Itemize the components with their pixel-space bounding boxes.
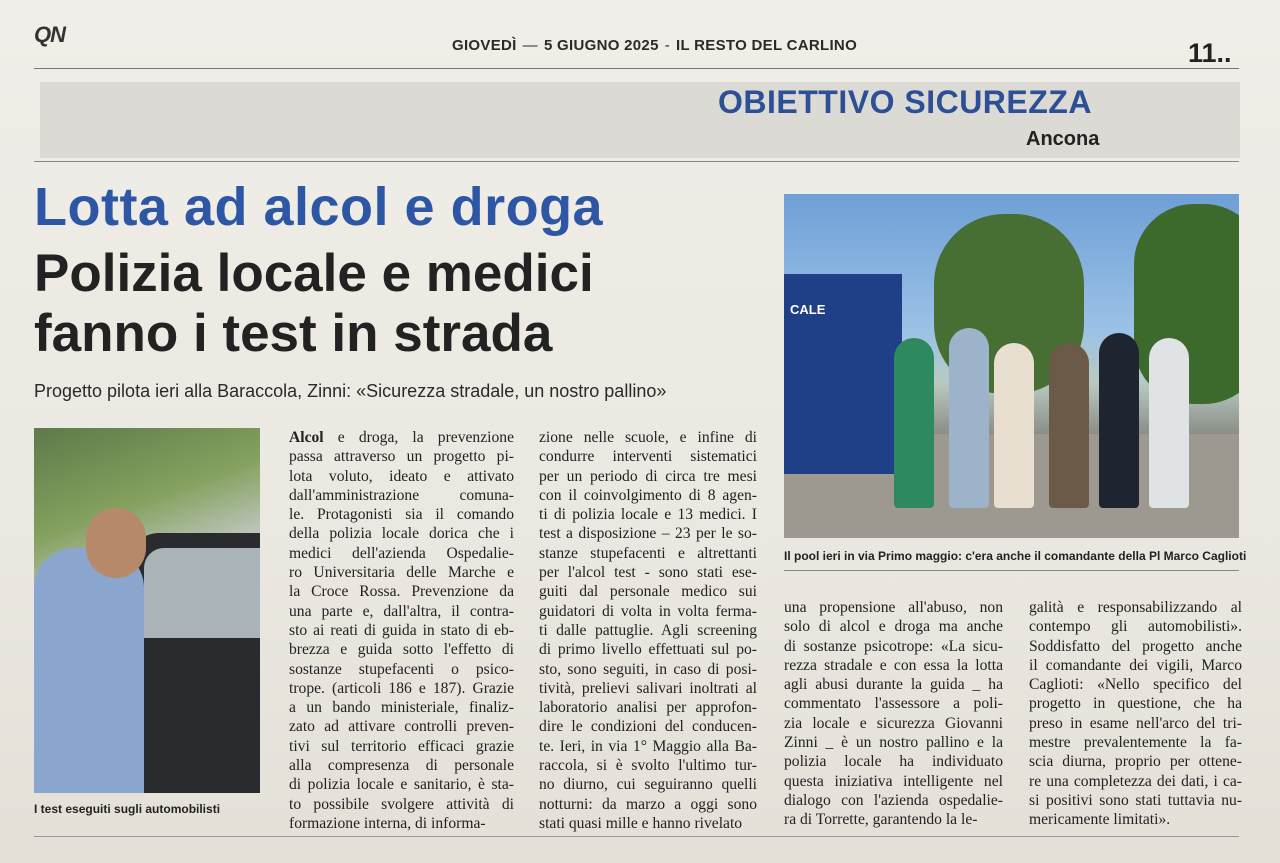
photo-figure: [1099, 333, 1139, 508]
article-column-3: [784, 598, 1003, 830]
text-line: Caglioti: «Nello specifico del: [1029, 676, 1242, 694]
text-line: tività, prelievi salivari inoltrati al: [539, 679, 757, 697]
article-title-line: fanno i test in strada: [34, 304, 553, 363]
text-line: galità e responsabilizzando al: [1029, 599, 1242, 616]
text-line: to possibile svolgere attività di: [289, 795, 514, 813]
text-line: le. Protagonisti sia il comando: [289, 506, 514, 524]
dateline-separator: -: [664, 37, 671, 54]
text-line: test a disposizione – 23 per le so-: [539, 525, 757, 543]
photo-caption: Il pool ieri in via Primo maggio: c'era anche il comandante della Pl Marco Caglioti: [784, 549, 1247, 563]
text-line: sto, sono seguiti, in caso di posi-: [539, 660, 757, 678]
page-number: 11..: [1188, 38, 1232, 68]
photo-figure: [949, 328, 989, 508]
article-column-4: [1029, 598, 1242, 830]
lead-word: Alcol: [289, 429, 324, 446]
text-line: di polizia locale e sanitario, è sta-: [289, 776, 514, 794]
photo-tent-label: CALE: [790, 302, 826, 317]
text-line: dall'amministrazione comuna-: [289, 486, 514, 504]
text-line: dire le condizioni del conducen-: [539, 718, 757, 736]
weekday: GIOVEDÌ: [452, 37, 517, 54]
text-line: tivi sul territorio efficaci grazie: [289, 737, 514, 755]
text-line: una parte e, dall'altra, il contra-: [289, 602, 514, 620]
text-line: zato ad attivare controlli preven-: [289, 718, 514, 736]
text-line: si positivi sono stati tuttavia nu-: [1029, 791, 1242, 809]
caption-divider: [784, 570, 1239, 571]
text-line: una propensione all'abuso, non: [784, 599, 1003, 616]
section-city: Ancona: [1026, 128, 1100, 150]
article-column-1: [289, 428, 514, 833]
photo-figure: [894, 338, 934, 508]
text-line: Zinni _ è un nostro pallino e la: [784, 734, 1003, 752]
text-line: rezza stradale e con essa la lotta: [784, 656, 1003, 674]
date: 5 GIUGNO 2025: [543, 37, 659, 54]
text-line: di primo livello effettuati sul po-: [539, 641, 757, 659]
text-line: mericamente limitati».: [1029, 811, 1171, 829]
article-summary: Progetto pilota ieri alla Baraccola, Zinni: «Sicurezza stradale, un nostro pallino»: [34, 381, 667, 401]
text-line: formazione interna, di informa-: [289, 814, 486, 832]
header-divider: [34, 68, 1239, 69]
photo-person-head: [86, 508, 146, 578]
newspaper-logo: QN: [34, 22, 65, 47]
text-line: sto ai reati di guida in stato di eb-: [289, 621, 514, 639]
text-line: commentato l'assessore a poli-: [784, 695, 1003, 713]
text-line: zione nelle scuole, e infine di: [539, 429, 757, 446]
text-line: trope. (articoli 186 e 187). Grazie: [289, 679, 514, 697]
text-line: zia locale e sicurezza Giovanni: [784, 714, 1003, 732]
text-line: per un periodo di circa tre mesi: [539, 467, 757, 485]
text-line: Soddisfatto del progetto anche: [1029, 637, 1242, 655]
text-line: ro Universitaria delle Marche e: [289, 564, 514, 582]
photo-figure: [994, 343, 1034, 508]
text-line: polizia locale ha individuato: [784, 753, 1003, 771]
text-line: raccola, si è svolto l'ultimo tur-: [539, 757, 757, 775]
text-line: laboratorio analisi per approfon-: [539, 699, 757, 717]
text-line: medici dell'azienda Ospedalie-: [289, 544, 514, 562]
photo-figure: [1049, 343, 1089, 508]
footer-divider: [34, 836, 1239, 837]
text-line: a un bando ministeriale, finaliz-: [289, 699, 514, 717]
text-line: condurre interventi sistematici: [539, 448, 757, 466]
text-line: la Croce Rossa. Prevenzione da: [289, 583, 514, 601]
photo-person: [34, 548, 144, 793]
article-title-line: Polizia locale e medici: [34, 244, 594, 303]
article-title: [34, 244, 734, 364]
text-line: re una completezza dei dati, i ca-: [1029, 772, 1242, 790]
text-line: progetto in questione, che ha: [1029, 695, 1242, 713]
article-kicker: Lotta ad alcol e droga: [34, 177, 604, 237]
text-line: ra di Torrette, garantendo la le-: [784, 811, 978, 829]
text-line: passa attraverso un progetto pi-: [289, 448, 514, 466]
text-line: di sostanze psicotrope: «La sicu-: [784, 637, 1003, 655]
text-line: scia diurna, proprio per ottene-: [1029, 753, 1242, 771]
article-column-2: [539, 428, 757, 833]
newspaper-name: IL RESTO DEL CARLINO: [676, 37, 858, 54]
text-line: guiti dal personale medico sui: [539, 583, 757, 601]
text-line: contempo gli automobilisti».: [1029, 618, 1242, 636]
text-fragment: e droga, la prevenzione: [323, 429, 514, 446]
text-line: no diurno, cui seguiranno quelli: [539, 776, 757, 794]
photo-car-window: [144, 548, 260, 638]
photo-figure: [1149, 338, 1189, 508]
text-line: agli abusi durante la guida _ ha: [784, 676, 1003, 694]
text-line: preso in esame nell'arco del tri-: [1029, 714, 1242, 732]
text-line: con il coinvolgimento di 8 agen-: [539, 486, 757, 504]
text-line: stanze stupefacenti e altrettanti: [539, 544, 757, 562]
dateline: [452, 37, 857, 54]
section-divider: [34, 161, 1239, 162]
text-line: alla compresenza di personale: [289, 757, 514, 775]
section-title: OBIETTIVO SICUREZZA: [718, 84, 1092, 120]
text-line: dialogo con l'azienda ospedalie-: [784, 791, 1003, 809]
photo-caption: I test eseguiti sugli automobilisti: [34, 802, 221, 816]
text-line: ti di polizia locale e 13 medici. I: [539, 506, 757, 524]
photo-team: [784, 194, 1239, 538]
text-line: questa iniziativa intelligente nel: [784, 772, 1003, 790]
text-line: brezza e guida sotto l'effetto di: [289, 641, 514, 659]
text-line: te. Ieri, in via 1° Maggio alla Ba-: [539, 737, 757, 755]
text-line: per l'alcol test - sono stati ese-: [539, 564, 757, 582]
text-line: notturni: da marzo a oggi sono: [539, 795, 757, 813]
text-line: della polizia locale dorica che i: [289, 525, 514, 543]
text-line: guidatori di volta in volta ferma-: [539, 602, 757, 620]
text-line: lota voluto, ideato e attivato: [289, 467, 514, 485]
photo-driver-test: [34, 428, 260, 793]
dateline-separator: —: [522, 37, 538, 54]
text-line: il comandante dei vigili, Marco: [1029, 656, 1242, 674]
text-line: sostanze stupefacenti o psico-: [289, 660, 514, 678]
text-line: ti dalle pattuglie. Agli screening: [539, 621, 757, 639]
text-line: mestre prevalentemente la fa-: [1029, 734, 1242, 752]
text-line: stati quasi mille e hanno rivelato: [539, 814, 743, 832]
text-line: solo di alcol e droga ma anche: [784, 618, 1003, 636]
text-line: [289, 428, 514, 447]
